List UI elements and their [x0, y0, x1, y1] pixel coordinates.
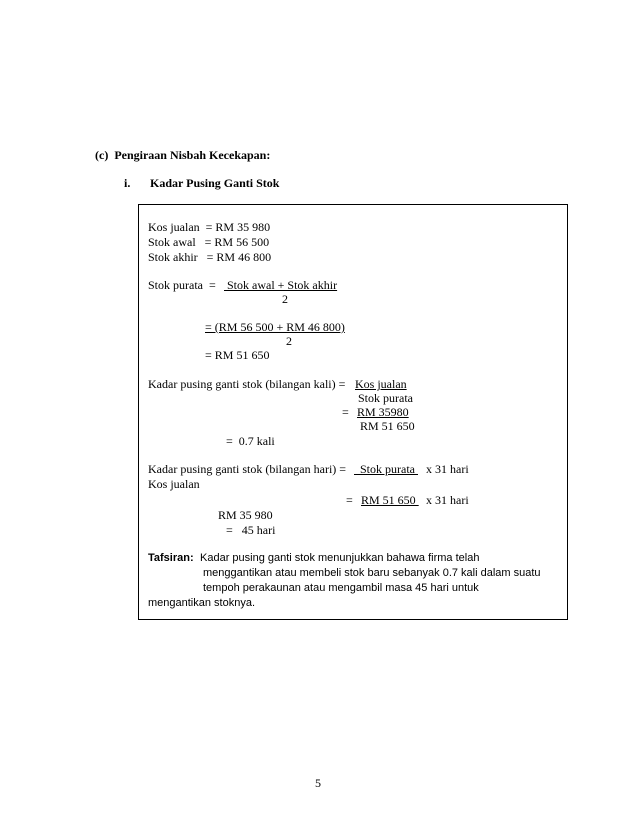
turnover-times-numerator: Kos jualan — [355, 377, 407, 391]
turnover-days-label: Kadar pusing ganti stok (bilangan hari) = — [148, 462, 350, 476]
turnover-times-denominator: Stok purata — [358, 391, 413, 405]
given-kos-jualan: Kos jualan = RM 35 980 — [148, 220, 271, 234]
turnover-times-result: = 0.7 kali — [226, 434, 275, 448]
subsection-number: i. — [124, 176, 131, 190]
turnover-days-denominator: Kos jualan — [148, 477, 200, 491]
turnover-times-sub-prefix: = — [342, 405, 355, 419]
avg-stock-substitution: = (RM 56 500 + RM 46 800) — [205, 320, 345, 334]
given-stok-awal: Stok awal = RM 56 500 — [148, 235, 270, 249]
avg-stock-numerator: Stok awal + Stok akhir — [224, 278, 338, 292]
given-stok-akhir: Stok akhir = RM 46 800 — [148, 250, 272, 264]
turnover-days-sub-suffix: x 31 hari — [423, 493, 469, 507]
turnover-days-sub-prefix: = — [346, 493, 359, 507]
avg-stock-denominator: 2 — [282, 292, 288, 306]
turnover-times-label: Kadar pusing ganti stok (bilangan kali) = — [148, 377, 349, 391]
avg-stock-label: Stok purata = — [148, 278, 219, 292]
tafsiran-line-4: mengantikan stoknya. — [148, 597, 256, 609]
turnover-days-numerator: Stok purata — [354, 462, 418, 476]
turnover-days-sub-numerator: RM 51 650 — [361, 493, 419, 507]
turnover-times-sub-numerator: RM 35980 — [357, 405, 409, 419]
tafsiran-line-2: menggantikan atau membeli stok baru sebanyak 0.7 kali dalam suatu — [203, 567, 541, 579]
page-number: 5 — [315, 776, 321, 790]
turnover-days-result: = 45 hari — [226, 523, 276, 537]
turnover-days-suffix: x 31 hari — [423, 462, 469, 476]
tafsiran-label: Tafsiran: — [148, 552, 194, 564]
tafsiran-line-1: Kadar pusing ganti stok menunjukkan bahawa firma telah — [200, 552, 480, 564]
subsection-title: Kadar Pusing Ganti Stok — [150, 176, 280, 190]
avg-stock-result: = RM 51 650 — [205, 348, 270, 362]
turnover-days-sub-denominator: RM 35 980 — [218, 508, 273, 522]
section-heading: (c) Pengiraan Nisbah Kecekapan: — [95, 148, 271, 162]
avg-stock-sub-denominator: 2 — [286, 334, 292, 348]
tafsiran-line-3: tempoh perakaunan atau mengambil masa 45 hari untuk — [203, 582, 479, 594]
turnover-times-sub-denominator: RM 51 650 — [360, 419, 415, 433]
